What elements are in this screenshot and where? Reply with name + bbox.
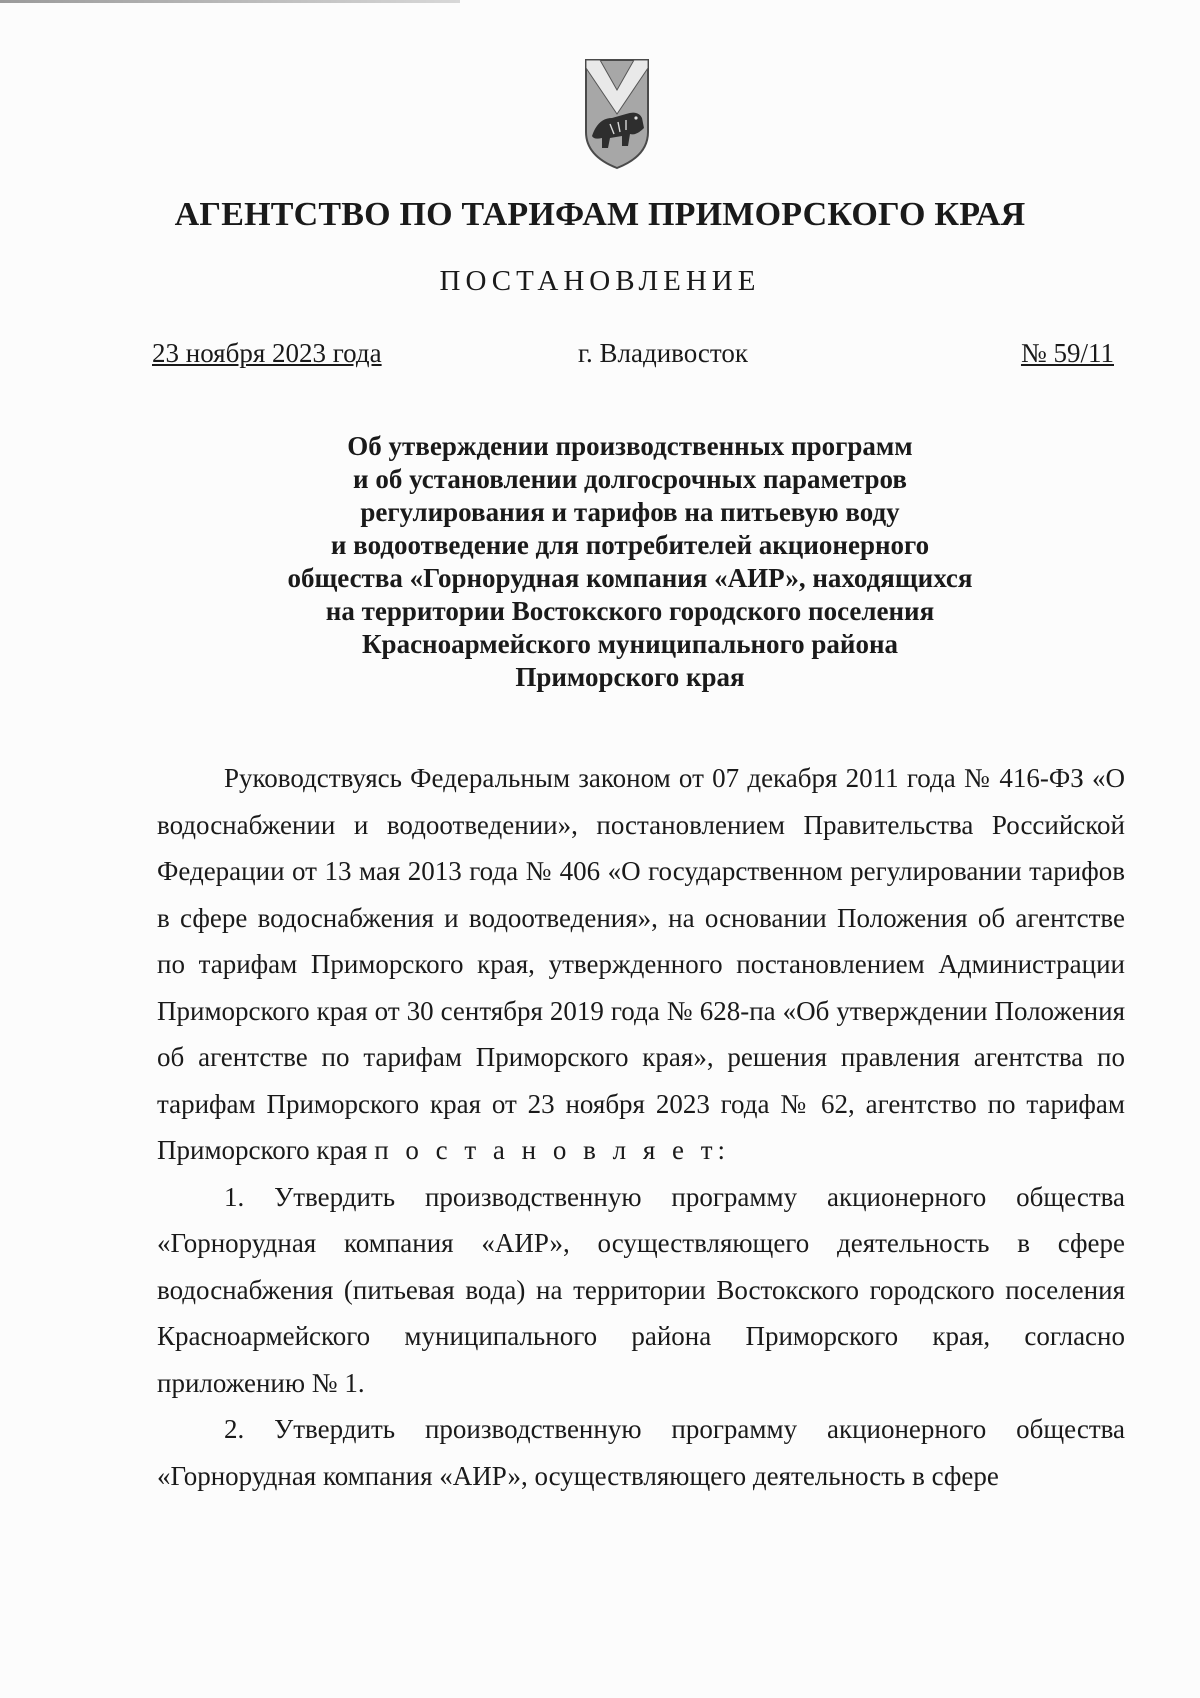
document-body: [157, 755, 1125, 1499]
title-line: Приморского края: [515, 662, 745, 692]
coat-of-arms-emblem: [580, 54, 654, 174]
agency-name: АГЕНТСТВО ПО ТАРИФАМ ПРИМОРСКОГО КРАЯ: [174, 196, 1026, 233]
preamble-text: Руководствуясь Федеральным законом от 07 декабря 2011 года № 416-ФЗ «О водоснабжении и водоотведении», постановлением Правительства Российской Федерации от 13 мая 2013 года № 406 «О государственном регулировании тарифов в сфере водоснабжения и водоотведения», на основании Положения об агентстве по тарифам Приморского края, утвержденного постановлением Администрации Приморского края от 30 сентября 2019 года № 628-па «Об утверждении Положения об агентстве по тарифам Приморского края», решения правления агентства по тарифам Приморского края от 23 ноября 2023 года № 62, агентство по тарифам Приморского края: [157, 763, 1125, 1165]
title-line: на территории Востокского городского поселения: [325, 596, 935, 626]
title-line: и водоотведение для потребителей акционерного: [330, 530, 930, 560]
document-number: № 59/11: [1020, 338, 1114, 368]
document-title: [150, 430, 1110, 694]
item-1-paragraph: 1. Утвердить производственную программу акционерного общества «Горнорудная компания «АИР», осуществляющего деятельность в сфере водоснабжения (питьевая вода) на территории Востокского городского поселения Красноармейского муниципального района Приморского края, согласно приложению № 1.: [157, 1181, 1125, 1398]
scan-edge: [0, 0, 460, 3]
title-line: Об утверждении производственных программ: [347, 431, 913, 461]
title-line: общества «Горнорудная компания «АИР», находящихся: [287, 563, 973, 593]
title-line: регулирования и тарифов на питьевую воду: [360, 497, 900, 527]
document-date: 23 ноября 2023 года: [152, 338, 382, 368]
title-line: и об установлении долгосрочных параметров: [353, 464, 907, 494]
resolves-word: п о с т а н о в л я е т:: [374, 1135, 731, 1165]
document-city: г. Владивосток: [578, 338, 748, 368]
document-type: ПОСТАНОВЛЕНИЕ: [439, 265, 761, 297]
preamble-paragraph: [157, 755, 1125, 1174]
item-2-paragraph: 2. Утвердить производственную программу акционерного общества «Горнорудная компания «АИР», осуществляющего деятельность в сфере: [157, 1414, 1125, 1491]
title-line: Красноармейского муниципального района: [361, 629, 899, 659]
